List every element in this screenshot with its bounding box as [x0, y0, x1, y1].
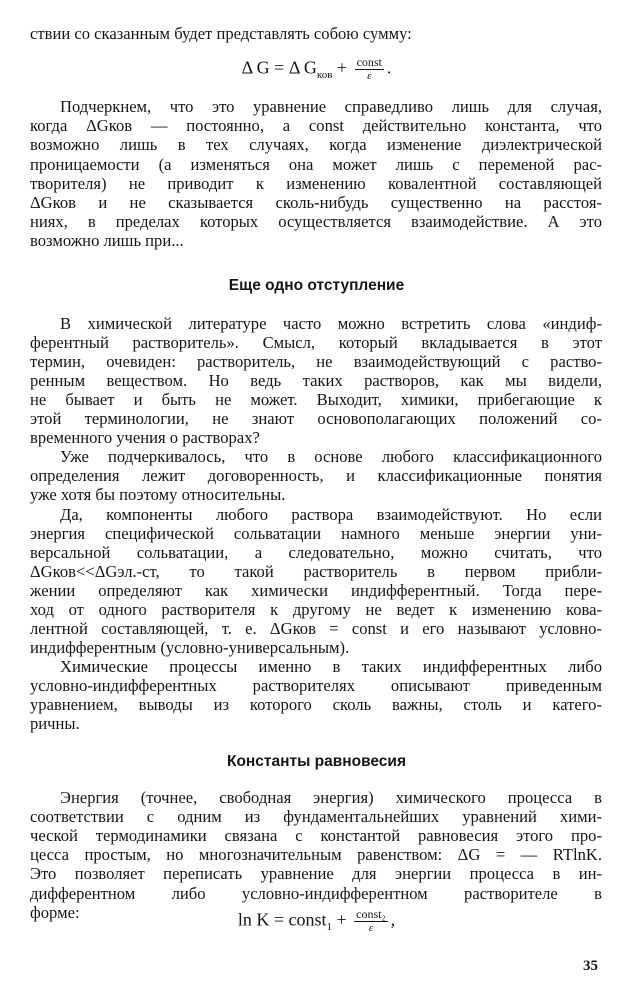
text-line: возможно лишь в тех случаях, когда изменение диэлектрической — [30, 135, 602, 155]
formula-plus: + — [336, 909, 347, 930]
text-line: Энергия (точнее, свободная энергия) химического процесса в — [60, 788, 602, 807]
fraction-denominator: ε — [368, 922, 374, 934]
text-line: Подчеркнем, что это уравнение справедливо лишь для случая, — [60, 97, 602, 116]
text-line: соответствии с одним из фундаментальнейших уравнений хими- — [30, 807, 602, 827]
text-line: форме: — [30, 902, 80, 922]
text-line: не бывает и быть не может. Выходит, химики, прибегающие к — [30, 390, 602, 410]
text-line: ΔGков и не сказывается сколь-нибудь существенно на расстоя- — [30, 193, 602, 212]
text-line: энергия специфической сольватации намного меньше энергии уни- — [30, 523, 602, 543]
section-heading-digression: Еще одно отступление — [228, 277, 405, 294]
text-line: когда ΔGков — постоянно, а const действительно константа, что — [30, 116, 602, 136]
formula-lhs: Δ G = Δ G — [241, 57, 317, 78]
text-line: ΔGков<<ΔGэл.-ст, то такой растворитель в первом прибли- — [30, 561, 602, 581]
text-line: ниях, в пределах которых осуществляется взаимодействие. А это — [30, 212, 602, 232]
formula-punctuation: , — [390, 909, 396, 930]
formula-plus: + — [336, 57, 348, 78]
formula-fraction — [355, 56, 384, 83]
text-line: Это позволяет переписать уравнение для энергии процесса в ин- — [30, 864, 602, 884]
text-line: термин, очевиден: растворитель, не взаимодействующий с раство- — [30, 352, 602, 372]
text-line: версальной сольватации, а следовательно, можно считать, что — [30, 542, 602, 562]
text-line: Да, компоненты любого раствора взаимодействуют. Но если — [60, 504, 602, 524]
text-line: Уже подчеркивалось, что в основе любого классификационного — [60, 447, 602, 467]
text-line: ричны. — [30, 714, 80, 734]
text-line: цесса простым, но многозначительным равенством: ΔG = — RTlnK. — [30, 845, 602, 865]
formula-fraction — [354, 908, 388, 935]
formula-lhs: ln K = const — [237, 909, 327, 930]
text-line: лентной составляющей, т. е. ΔGков = const и его называют условно- — [30, 618, 602, 638]
text-line: условно-индифферентных растворителях описывают приведенным — [30, 675, 602, 695]
text-line: ческой термодинамики связана с константой равновесия этого про- — [30, 826, 602, 846]
text-line: этой терминологии, не знают основополагающих положений со- — [30, 409, 602, 429]
text-line: дифферентном либо условно-индифферентном растворителе в — [30, 883, 602, 903]
text-line: жении определяют как химически индифферентный. Тогда пере- — [30, 580, 602, 600]
formula-subscript: ков — [316, 69, 333, 82]
fraction-numerator: const — [356, 55, 382, 69]
text-line: возможно лишь при... — [30, 231, 184, 251]
formula-delta-g — [0, 56, 633, 86]
page-number: 35 — [583, 958, 598, 974]
text-line: ход от одного растворителя к другому не ведет к изменению кова- — [30, 599, 602, 619]
text-line: Химические процессы именно в таких индифферентных либо — [60, 656, 602, 676]
formula-punctuation: . — [386, 57, 392, 78]
fraction-numerator: const₂ — [356, 907, 386, 921]
formula-subscript: 1 — [326, 921, 332, 934]
text-line: ренным веществом. Но ведь таких растворов, как мы видели, — [30, 371, 602, 391]
text-line: проницаемости (а изменяться она может лишь с переменой рас- — [30, 154, 602, 174]
text-line: ствии со сказанным будет представлять собою сумму: — [30, 24, 412, 43]
text-line: уравнением, выводы из которого сколь важны, столь и катего- — [30, 695, 602, 714]
text-line: определения лежит договоренность, и классификационные понятия — [30, 466, 602, 486]
text-line: ферентный растворитель». Смысл, который вкладывается в этот — [30, 333, 602, 353]
text-line: временного учения о растворах? — [30, 428, 260, 448]
text-line: В химической литературе часто можно встретить слова «индиф- — [60, 314, 602, 333]
fraction-denominator: ε — [367, 70, 372, 82]
formula-ln-k — [0, 908, 633, 938]
section-heading-equilibrium: Константы равновесия — [227, 753, 406, 770]
text-line: уже хотя бы поэтому относительны. — [30, 485, 286, 505]
text-line: индифферентным (условно-универсальным). — [30, 637, 350, 657]
text-line: творителя) не приводит к изменению ковалентной составляющей — [30, 173, 602, 193]
